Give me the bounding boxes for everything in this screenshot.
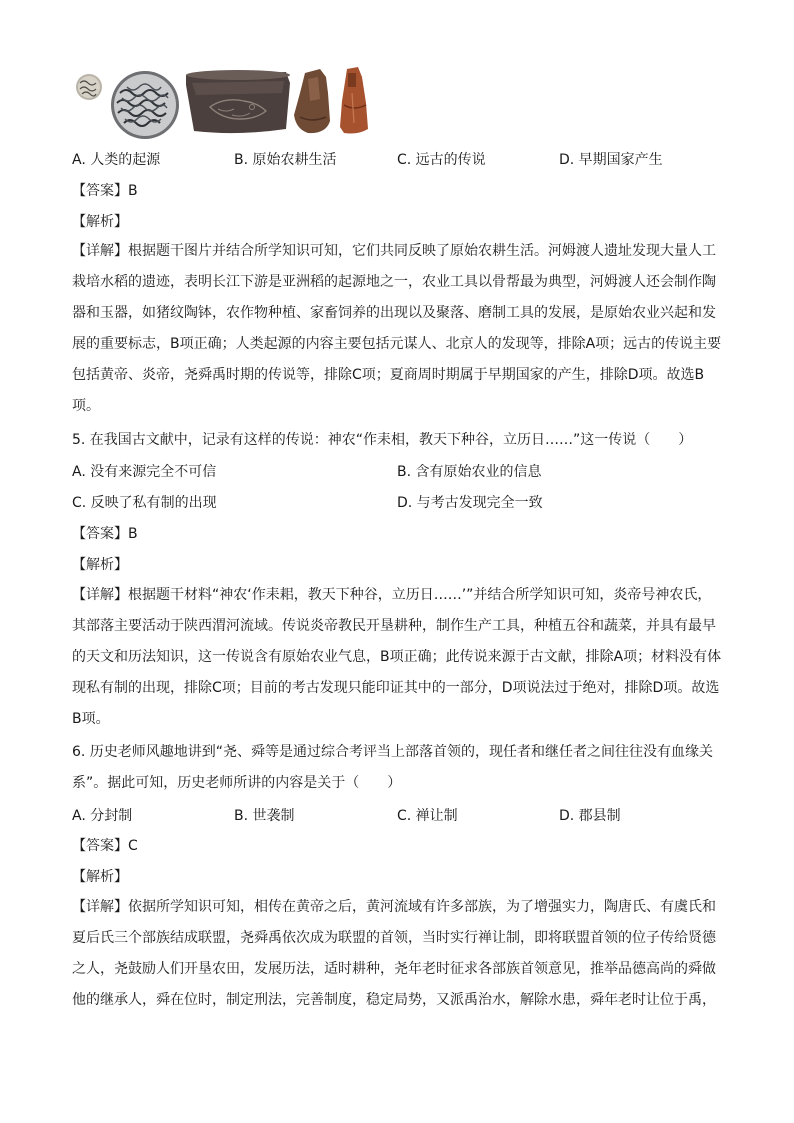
q4-option-c: C. 远古的传说 [397,152,486,168]
q6-stem: 6. 历史老师风趣地讲到“尧、舜等是通过综合考评当上部落首领的，现任者和继任者之间往往没有血缘关系”。据此可知，历史老师所讲的内容是关于（ ） [72,744,714,791]
q5-analysis-heading: 【解析】 [72,557,128,573]
q6-detail: 【详解】依据所学知识可知，相传在黄帝之后，黄河流域有许多部族，为了增强实力，陶唐氏、有虞氏和夏后氏三个部族结成联盟，尧舜禹依次成为联盟的首领，当时实行禅让制，即将联盟首领的位子传给贤德之人，尧鼓励人们开垦农田，发展历法，适时耕种，尧年老时征求各部族首领意见，推举品德高尚的舜做他的继承人，舜在位时，制定刑法，完善制度，稳定局势，又派禹治水，解除水患，舜年老时让位于禹， [72,899,716,1008]
q5-option-c: C. 反映了私有制的出现 [72,495,217,511]
q4-answer: 【答案】B [72,183,138,199]
q6-option-d: D. 郡县制 [559,808,621,824]
q5-option-d: D. 与考古发现完全一致 [397,495,543,511]
pig-pattern-pottery-bowl-image [186,70,290,133]
q4-option-a: A. 人类的起源 [72,152,161,168]
q5-option-a: A. 没有来源完全不可信 [72,464,217,480]
q6-analysis-heading: 【解析】 [72,869,128,885]
q5-answer: 【答案】B [72,526,138,542]
q4-analysis-heading: 【解析】 [72,214,128,230]
q6-option-a: A. 分封制 [72,808,133,824]
q6-answer: 【答案】C [72,838,138,854]
artifact-images [72,63,372,139]
q5-detail: 【详解】根据题干材料“神农‘作耒耜，教天下种谷，立历日……’”并结合所学知识可知，炎帝号神农氏，其部落主要活动于陕西渭河流域。传说炎帝教民开垦耕种，制作生产工具，种植五谷和蔬菜，并具有最早的天文和历法知识，这一传说含有原始农业气息，B项正确；此传说来源于古文献，排除A项；材料没有体现私有制的出现，排除C项；目前的考古发现只能印证其中的一部分，D项说法过于绝对，排除D项。故选B项。 [72,587,722,727]
bone-spade-image-2 [340,67,368,134]
q5-stem: 5. 在我国古文献中，记录有这样的传说：神农“作耒相，教天下种谷，立历日……”这一传说（ ） [72,432,693,448]
rice-grain-cluster-image [111,71,179,139]
q4-detail: 【详解】根据题干图片并结合所学知识可知，它们共同反映了原始农耕生活。河姆渡人遗址发现大量人工栽培水稻的遗迹，表明长江下游是亚洲稻的起源地之一，农业工具以骨帮最为典型，河姆渡人还会制作陶器和玉器，如猪纹陶钵，农作物种植、家畜饲养的出现以及聚落、磨制工具的发展，是原始农业兴起和发展的重要标志，B项正确；人类起源的内容主要包括元谋人、北京人的发现等，排除A项；远古的传说主要包括黄帝、炎帝，尧舜禹时期的传说等，排除C项；夏商周时期属于早期国家的产生，排除D项。故选B项。 [72,243,722,414]
q6-option-c: C. 禅让制 [397,808,458,824]
q6-option-b: B. 世袭制 [234,808,295,824]
rice-grain-detail-image [76,74,102,100]
q4-option-b: B. 原始农耕生活 [234,152,337,168]
q4-option-d: D. 早期国家产生 [559,152,663,168]
bone-spade-image-1 [294,69,330,133]
q5-option-b: B. 含有原始农业的信息 [397,464,542,480]
